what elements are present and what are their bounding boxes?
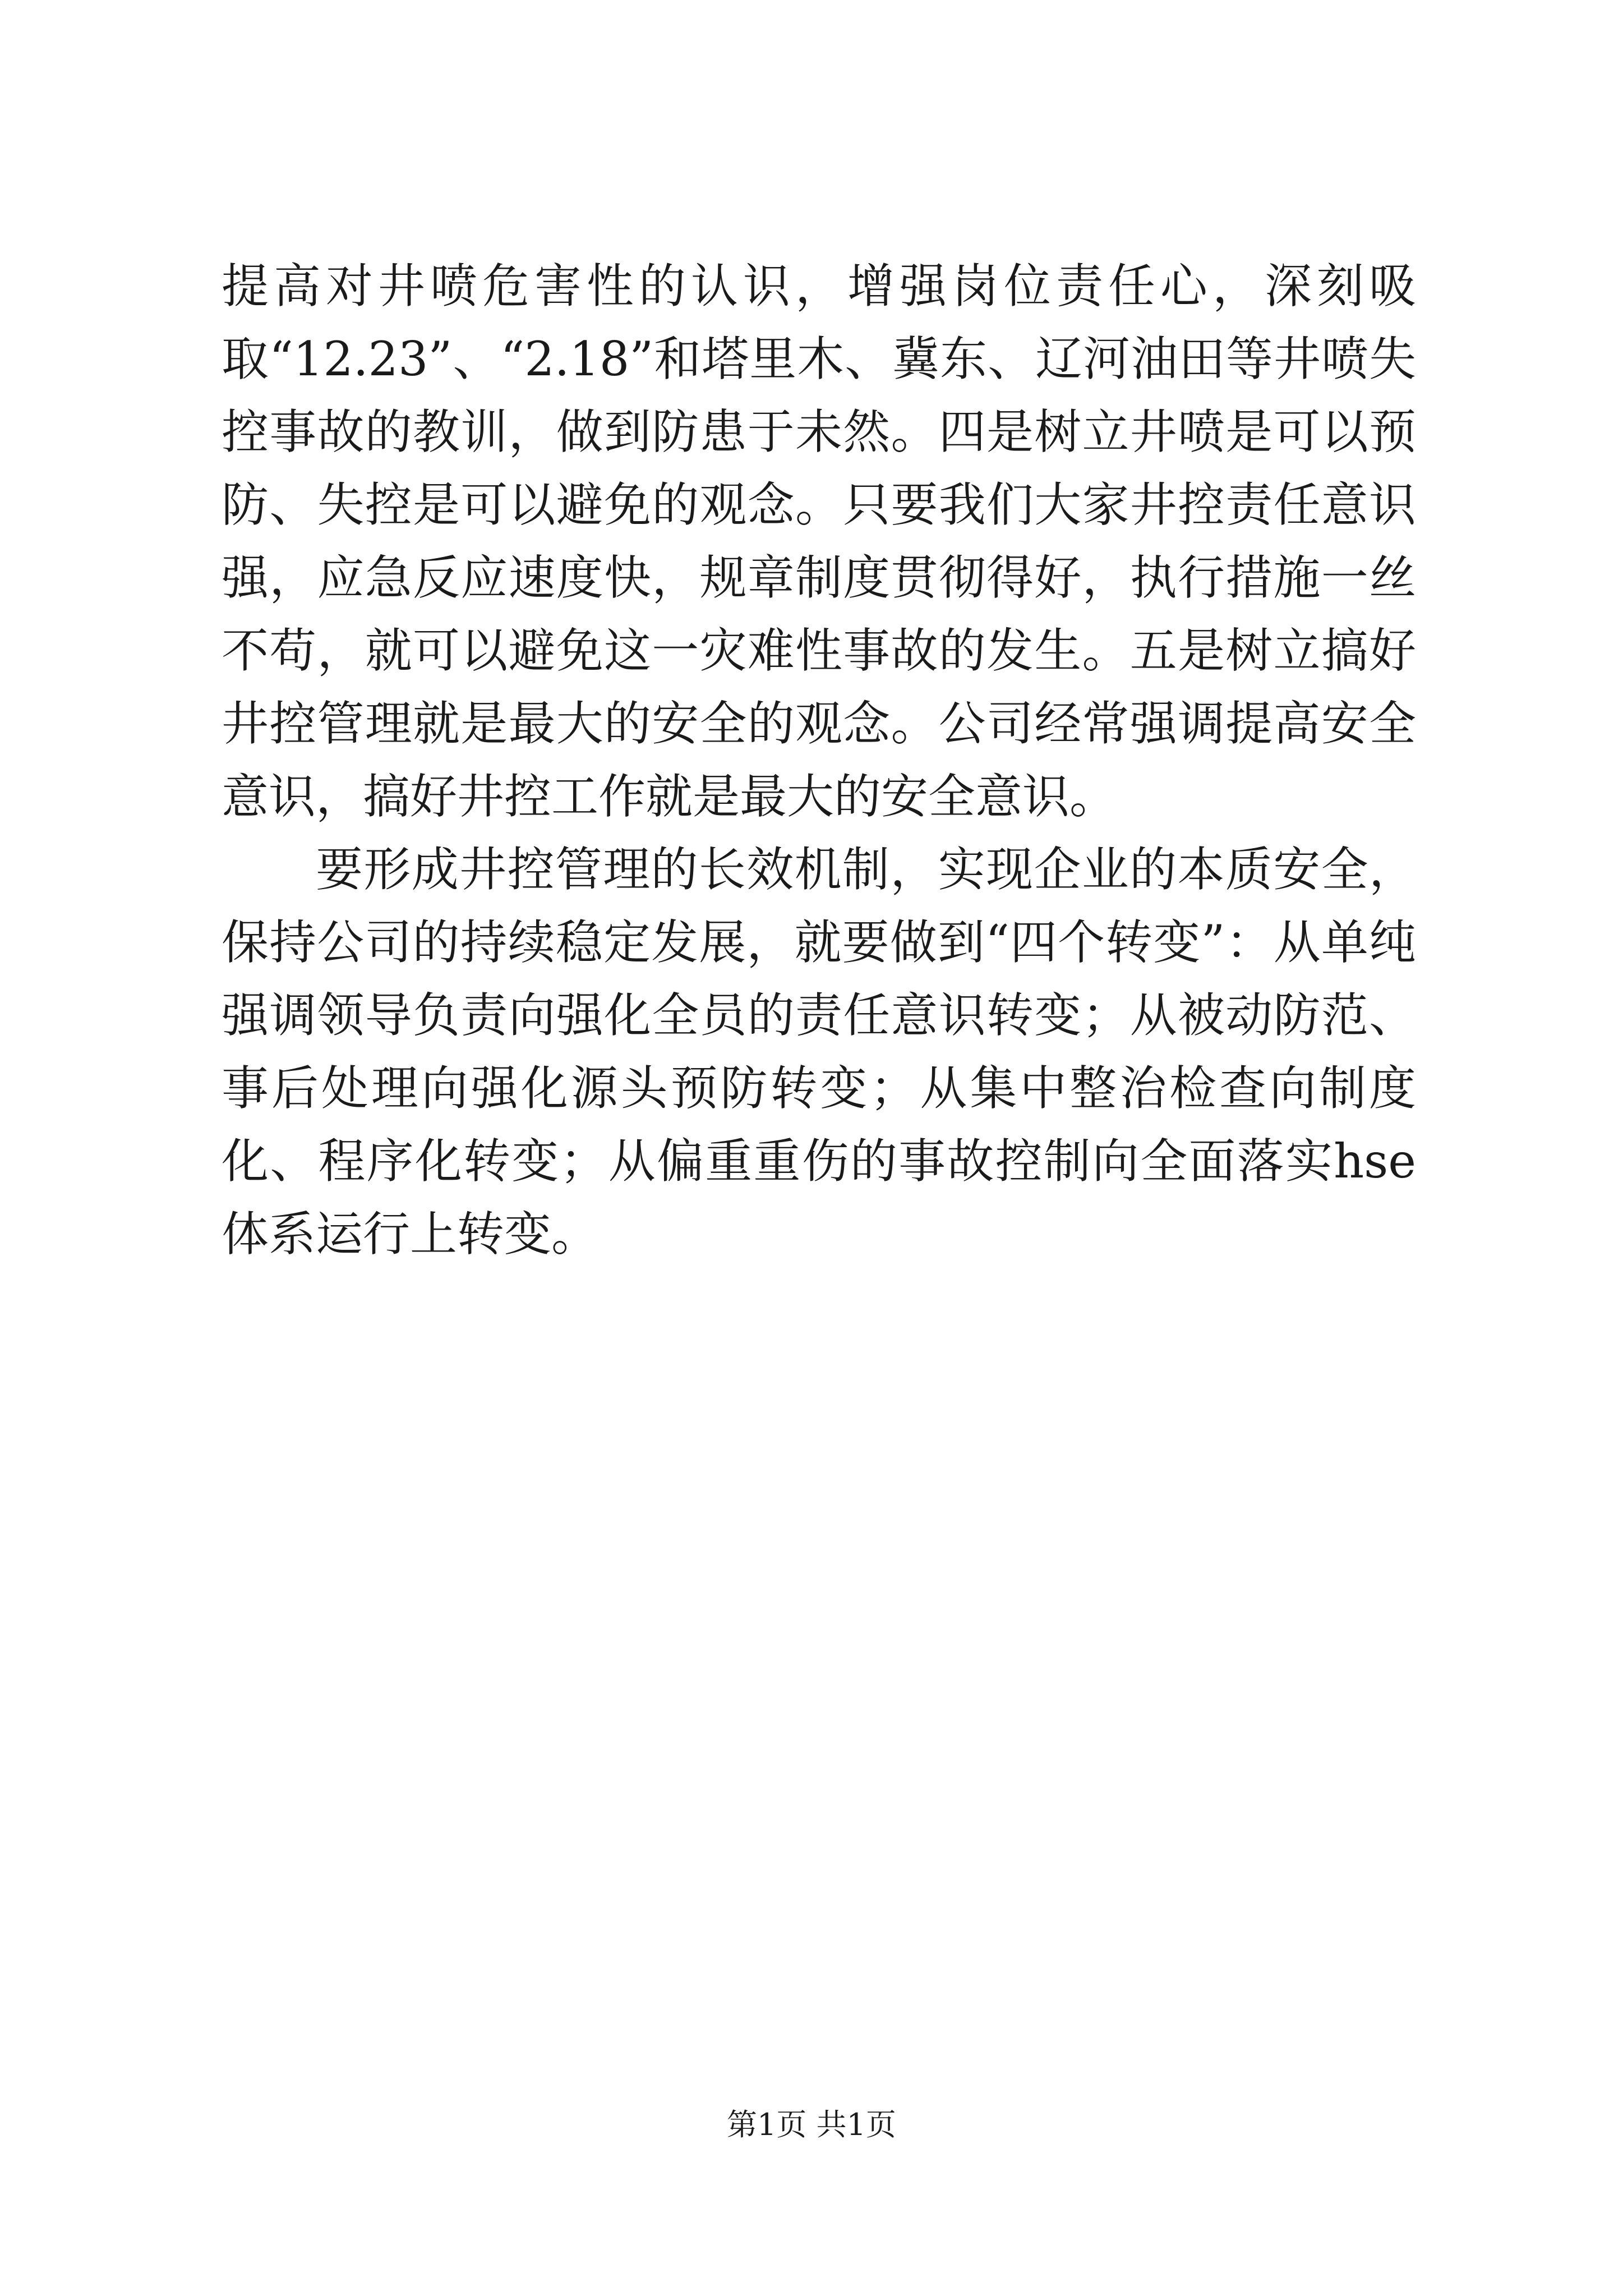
document-body bbox=[222, 250, 1416, 1271]
paragraph-continuation: 提高对井喷危害性的认识，增强岗位责任心，深刻吸取“12.23”、“2.18”和塔里木、冀东、辽河油田等井喷失控事故的教训，做到防患于未然。四是树立井喷是可以预防、失控是可以避免的观念。只要我们大家井控责任意识强，应急反应速度快，规章制度贯彻得好，执行措施一丝不苟，就可以避免这一灾难性事故的发生。五是树立搞好井控管理就是最大的安全的观念。公司经常强调提高安全意识，搞好井控工作就是最大的安全意识。 bbox=[222, 259, 1416, 824]
page-footer: 第1页 共1页 bbox=[727, 2107, 896, 2142]
paragraph-four-transformations: 要形成井控管理的长效机制，实现企业的本质安全，保持公司的持续稳定发展，就要做到“四个转变”：从单纯强调领导负责向强化全员的责任意识转变；从被动防范、事后处理向强化源头预防转变；从集中整治检查向制度化、程序化转变；从偏重重伤的事故控制向全面落实hse体系运行上转变。 bbox=[222, 842, 1416, 1262]
